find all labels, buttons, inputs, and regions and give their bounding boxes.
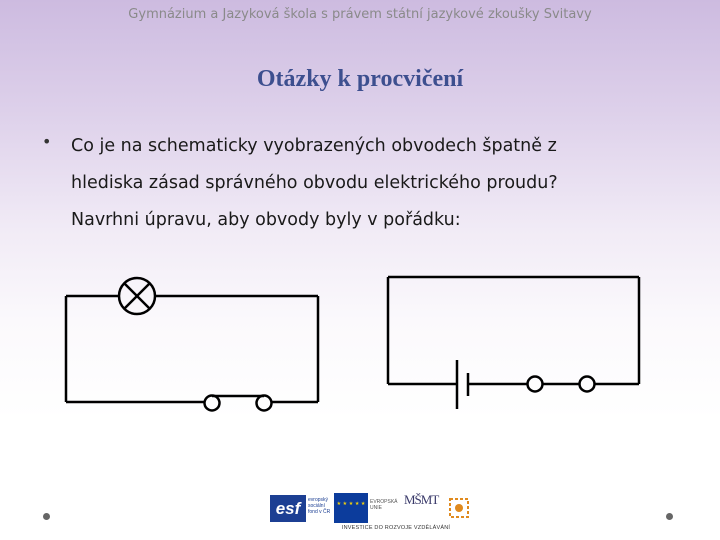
battery-symbol bbox=[457, 360, 468, 409]
bullet-marker: • bbox=[42, 132, 52, 151]
question-line-3: Navrhni úpravu, aby obvody byly v pořádku: bbox=[71, 210, 461, 230]
eu-stars-icon: ★ ★ ★ ★ ★ bbox=[336, 501, 366, 507]
op-logo bbox=[444, 493, 480, 523]
esf-mark: esf bbox=[270, 495, 306, 522]
eu-flag-logo bbox=[334, 493, 368, 523]
corner-dot-right bbox=[666, 513, 673, 520]
slide-title: Otázky k procvičení bbox=[256, 66, 464, 92]
question-line-1: Co je na schematicky vyobrazených obvodech špatně z bbox=[71, 136, 557, 156]
msmt-mark: MŠMT bbox=[404, 492, 439, 507]
question-line-2: hlediska zásad správného obvodu elektrického proudu? bbox=[71, 173, 558, 193]
footer-logos bbox=[266, 490, 482, 536]
footer-caption: INVESTICE DO ROZVOJE VZDĚLÁVÁNÍ bbox=[341, 525, 451, 531]
circuit-left bbox=[66, 278, 318, 411]
switch-left bbox=[205, 396, 272, 411]
op-star-icon bbox=[444, 493, 474, 523]
msmt-logo bbox=[404, 493, 438, 523]
lamp-symbol bbox=[119, 278, 155, 314]
esf-caption: evropský sociální fond v ČR bbox=[308, 497, 331, 515]
school-header: Gymnázium a Jazyková škola s právem státní jazykové zkoušky Svitavy bbox=[128, 7, 592, 22]
esf-logo bbox=[270, 493, 331, 523]
circuit-right bbox=[388, 277, 639, 409]
eu-caption: EVROPSKÁ UNIE bbox=[370, 499, 398, 511]
corner-dot-left bbox=[43, 513, 50, 520]
